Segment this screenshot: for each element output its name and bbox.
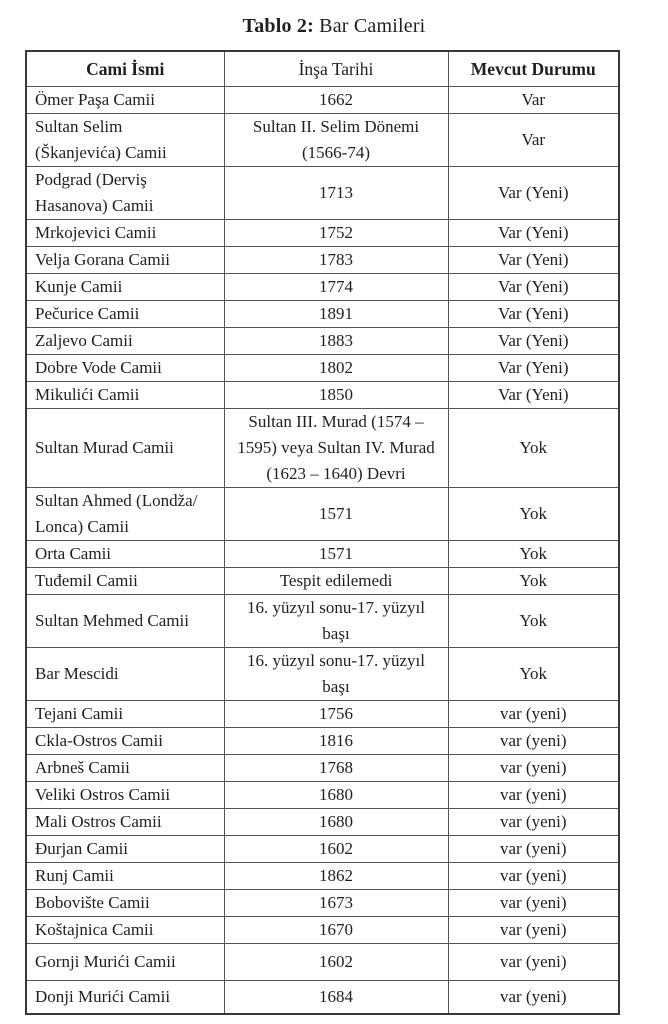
cell-date: 1571 — [224, 488, 448, 541]
cell-name: Podgrad (Derviş Hasanova) Camii — [26, 167, 224, 220]
cell-status: Var (Yeni) — [448, 274, 619, 301]
table-row — [26, 595, 619, 648]
cell-date: 1816 — [224, 728, 448, 755]
mosque-table — [25, 50, 620, 1015]
cell-name: Donji Murići Camii — [26, 981, 224, 1015]
cell-name: Tuđemil Camii — [26, 568, 224, 595]
cell-name: Velja Gorana Camii — [26, 247, 224, 274]
table-row — [26, 701, 619, 728]
table-row — [26, 167, 619, 220]
cell-status: Var (Yeni) — [448, 301, 619, 328]
cell-status: var (yeni) — [448, 863, 619, 890]
cell-name: Gornji Murići Camii — [26, 944, 224, 981]
cell-name: Đurjan Camii — [26, 836, 224, 863]
column-header-current-status: Mevcut Durumu — [448, 51, 619, 87]
cell-date: Sultan II. Selim Dönemi (1566-74) — [224, 114, 448, 167]
cell-date: 1571 — [224, 541, 448, 568]
cell-date: 16. yüzyıl sonu-17. yüzyıl başı — [224, 648, 448, 701]
table-row — [26, 782, 619, 809]
cell-name: Sultan Selim (Škanjevića) Camii — [26, 114, 224, 167]
cell-name: Tejani Camii — [26, 701, 224, 728]
cell-date: 16. yüzyıl sonu-17. yüzyıl başı — [224, 595, 448, 648]
table-row — [26, 917, 619, 944]
cell-status: var (yeni) — [448, 836, 619, 863]
cell-date: 1670 — [224, 917, 448, 944]
cell-status: Var (Yeni) — [448, 382, 619, 409]
table-header-row — [26, 51, 619, 87]
cell-status: Var — [448, 114, 619, 167]
table-row — [26, 247, 619, 274]
cell-status: Var — [448, 87, 619, 114]
table-row — [26, 382, 619, 409]
cell-date: 1802 — [224, 355, 448, 382]
cell-name: Mikulići Camii — [26, 382, 224, 409]
cell-name: Sultan Ahmed (Londža/ Lonca) Camii — [26, 488, 224, 541]
cell-date: Tespit edilemedi — [224, 568, 448, 595]
table-row — [26, 114, 619, 167]
table-title-caption: Bar Camileri — [313, 15, 426, 37]
cell-name: Orta Camii — [26, 541, 224, 568]
cell-date: 1768 — [224, 755, 448, 782]
cell-status: var (yeni) — [448, 701, 619, 728]
table-row — [26, 355, 619, 382]
cell-status: Var (Yeni) — [448, 355, 619, 382]
cell-name: Kunje Camii — [26, 274, 224, 301]
cell-name: Ckla-Ostros Camii — [26, 728, 224, 755]
cell-name: Pečurice Camii — [26, 301, 224, 328]
cell-status: var (yeni) — [448, 728, 619, 755]
cell-status: var (yeni) — [448, 890, 619, 917]
cell-date: 1891 — [224, 301, 448, 328]
table-row — [26, 87, 619, 114]
table-row — [26, 981, 619, 1015]
table-row — [26, 568, 619, 595]
table-row — [26, 728, 619, 755]
cell-status: Var (Yeni) — [448, 220, 619, 247]
table-row — [26, 328, 619, 355]
table-title — [0, 0, 668, 38]
cell-status: Yok — [448, 488, 619, 541]
cell-status: Yok — [448, 568, 619, 595]
cell-name: Mali Ostros Camii — [26, 809, 224, 836]
table-row — [26, 488, 619, 541]
table-row — [26, 890, 619, 917]
cell-date: 1713 — [224, 167, 448, 220]
cell-date: 1783 — [224, 247, 448, 274]
cell-status: var (yeni) — [448, 782, 619, 809]
cell-date: 1602 — [224, 944, 448, 981]
table-row — [26, 301, 619, 328]
cell-name: Bar Mescidi — [26, 648, 224, 701]
cell-status: var (yeni) — [448, 944, 619, 981]
cell-name: Sultan Murad Camii — [26, 409, 224, 488]
cell-status: var (yeni) — [448, 917, 619, 944]
cell-date: 1684 — [224, 981, 448, 1015]
cell-name: Runj Camii — [26, 863, 224, 890]
table-row — [26, 755, 619, 782]
cell-date: 1774 — [224, 274, 448, 301]
table-row — [26, 409, 619, 488]
cell-date: Sultan III. Murad (1574 – 1595) veya Sultan IV. Murad (1623 – 1640) Devri — [224, 409, 448, 488]
cell-status: Var (Yeni) — [448, 328, 619, 355]
cell-name: Koštajnica Camii — [26, 917, 224, 944]
table-row — [26, 836, 619, 863]
cell-status: Var (Yeni) — [448, 167, 619, 220]
cell-date: 1680 — [224, 782, 448, 809]
column-header-construction-date: İnşa Tarihi — [224, 51, 448, 87]
table-row — [26, 220, 619, 247]
cell-name: Bobovište Camii — [26, 890, 224, 917]
cell-date: 1673 — [224, 890, 448, 917]
cell-status: Var (Yeni) — [448, 247, 619, 274]
cell-date: 1680 — [224, 809, 448, 836]
cell-date: 1756 — [224, 701, 448, 728]
cell-date: 1662 — [224, 87, 448, 114]
cell-name: Ömer Paşa Camii — [26, 87, 224, 114]
table-row — [26, 648, 619, 701]
cell-date: 1850 — [224, 382, 448, 409]
cell-date: 1883 — [224, 328, 448, 355]
cell-date: 1602 — [224, 836, 448, 863]
cell-name: Mrkojevici Camii — [26, 220, 224, 247]
table-row — [26, 944, 619, 981]
cell-date: 1862 — [224, 863, 448, 890]
table-row — [26, 809, 619, 836]
cell-name: Zaljevo Camii — [26, 328, 224, 355]
cell-name: Dobre Vode Camii — [26, 355, 224, 382]
cell-status: var (yeni) — [448, 981, 619, 1015]
column-header-mosque-name: Cami İsmi — [26, 51, 224, 87]
table-row — [26, 541, 619, 568]
cell-name: Arbneš Camii — [26, 755, 224, 782]
cell-status: Yok — [448, 595, 619, 648]
cell-date: 1752 — [224, 220, 448, 247]
cell-name: Veliki Ostros Camii — [26, 782, 224, 809]
cell-status: var (yeni) — [448, 809, 619, 836]
cell-status: Yok — [448, 409, 619, 488]
table-row — [26, 274, 619, 301]
cell-status: Yok — [448, 541, 619, 568]
cell-name: Sultan Mehmed Camii — [26, 595, 224, 648]
cell-status: Yok — [448, 648, 619, 701]
table-row — [26, 863, 619, 890]
cell-status: var (yeni) — [448, 755, 619, 782]
table-title-label: Tablo 2: — [242, 15, 314, 37]
